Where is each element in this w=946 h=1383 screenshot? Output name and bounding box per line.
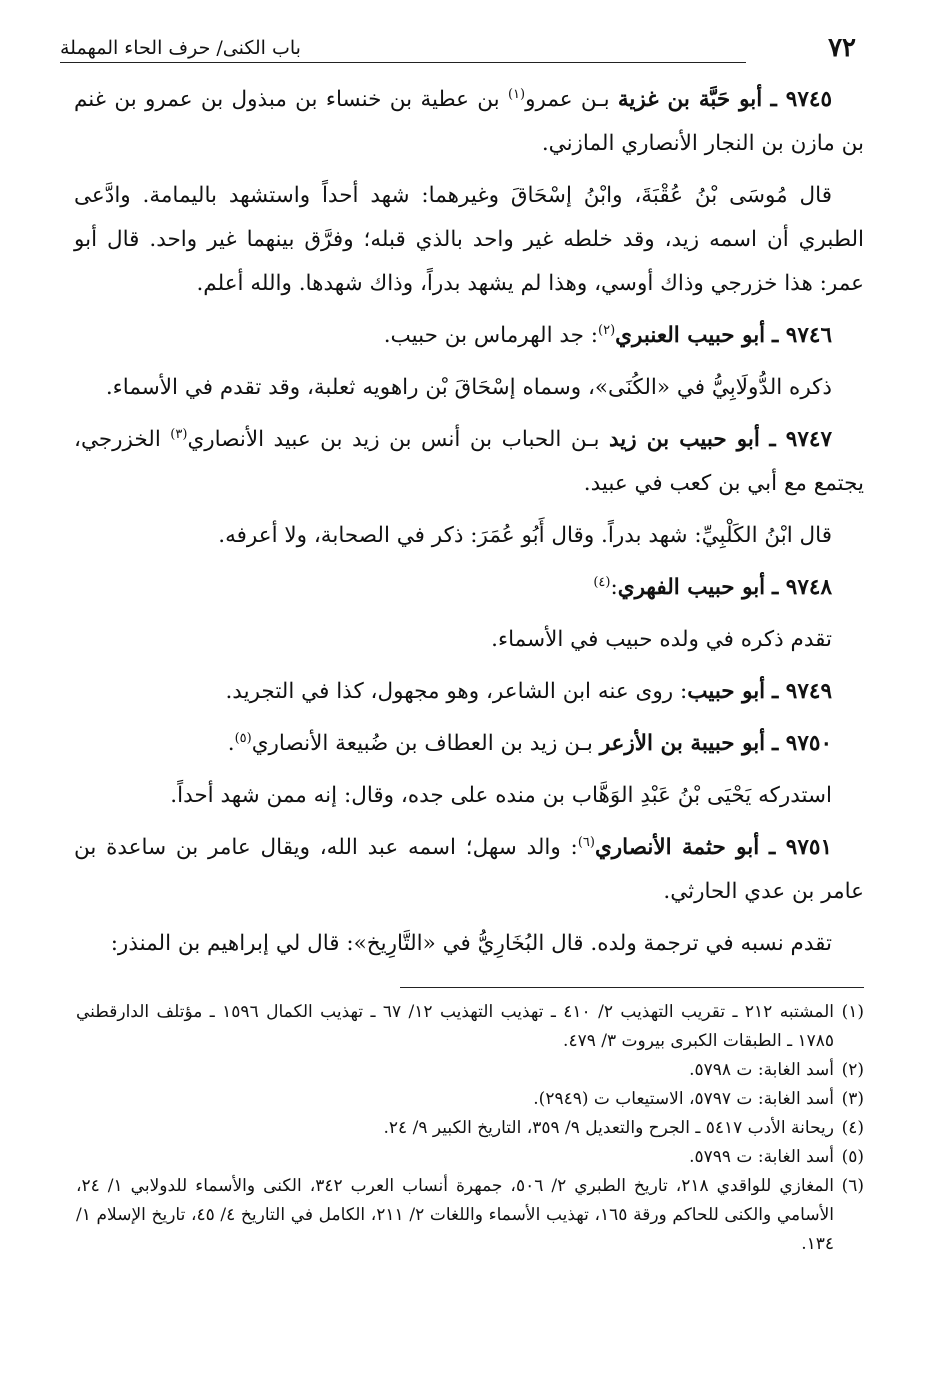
entry-name: أبو حبيب بن زيد <box>608 427 760 452</box>
entry-text: الخزرجي، يجتمع مع أبي بن كعب في عبيد. <box>74 427 864 496</box>
page-header <box>60 30 856 66</box>
entry-text: بـن زيد بن العطاف بن ضُبيعة الأنصاري <box>251 731 600 756</box>
running-title: باب الكنى/ حرف الحاء المهملة <box>60 37 301 59</box>
footnote-text: ريحانة الأدب ٥٤١٧ ـ الجرح والتعديل ٩/ ٣٥٩، التاريخ الكبير ٩/ ٢٤. <box>383 1118 834 1138</box>
header-divider <box>60 62 746 63</box>
footnote-ref: (٤) <box>593 574 611 590</box>
entry-text: : <box>610 575 618 600</box>
footnotes <box>76 998 864 1259</box>
footnote-text: أسد الغابة: ت ٥٧٩٩. <box>689 1147 834 1167</box>
footnote-ref: (٦) <box>577 834 595 850</box>
entry-9748 <box>74 566 864 610</box>
footnote-mark: (٣) <box>841 1089 864 1109</box>
footnote-text: أسد الغابة: ت ٥٧٩٧، الاستيعاب ت (٢٩٤٩). <box>533 1089 834 1109</box>
entry-name: أبو حبيب العنبري <box>615 323 766 348</box>
entry-9745-note: قال مُوسَى بْنُ عُقْبَةَ، وابْنُ إسْحَاقَ وغيرهما: شهد أحداً واستشهد باليمامة. وادَّعى الطبري أن اسمه زيد، وقد خلطه غير واحد بالذي قبله؛ وفرَّق بينهما غير واحد. قال أبو عمر: هذا خزرجي وذاك أوسي، وهذا لم يشهد بدراً، وذاك شهدها. والله أعلم. <box>74 183 864 296</box>
footnote-3 <box>76 1085 864 1114</box>
page-number: ٧٢ <box>828 33 856 63</box>
entry-number: ٩٧٥١ ـ <box>769 835 832 860</box>
entry-name: أبو حبيبة بن الأزعر <box>599 731 766 756</box>
entry-text: : والد سهل؛ اسمه عبد الله، ويقال عامر بن ساعدة بن عامر بن عدي الحارثي. <box>74 835 864 904</box>
entry-9747 <box>74 418 864 506</box>
footnote-divider <box>400 987 864 988</box>
entry-name: أبو حبيب <box>687 679 766 704</box>
footnote-ref: (٢) <box>598 322 616 338</box>
entry-9746-note: ذكره الدُّولَابِيُّ في «الكُنَى»، وسماه إسْحَاقَ بْن راهويه ثعلبة، وقد تقدم في الأسماء. <box>105 375 832 400</box>
footnote-ref: (٣) <box>170 426 188 442</box>
entry-9747-note: قال ابْنُ الكَلْبِيِّ: شهد بدراً. وقال أَبُو عُمَرَ: ذكر في الصحابة، ولا أعرفه. <box>218 523 832 548</box>
footnote-2 <box>76 1056 864 1085</box>
entry-name: أبو حَبَّة بن غزية <box>617 87 763 112</box>
entry-text: بـن عمرو <box>525 87 618 112</box>
entry-text: . <box>227 731 235 756</box>
main-text <box>74 78 864 966</box>
footnote-ref: (١) <box>507 86 526 102</box>
entry-9750 <box>74 722 864 766</box>
entry-number: ٩٧٤٧ ـ <box>769 427 832 452</box>
entry-text: : جد الهرماس بن حبيب. <box>383 323 599 348</box>
entry-text: : روى عنه ابن الشاعر، وهو مجهول، كذا في التجريد. <box>225 679 688 704</box>
footnote-text: أسد الغابة: ت ٥٧٩٨. <box>689 1060 834 1080</box>
footnote-text: المغازي للواقدي ٢١٨، تاريخ الطبري ٢/ ٥٠٦، جمهرة أنساب العرب ٣٤٢، الكنى والأسماء للدولابي ١/ ٢٤، الأسامي والكنى للحاكم ورقة ١٦٥، تهذيب الأسماء واللغات ٢/ ٢١١، الكامل في التاريخ ٤/ ٤٥، تاريخ الإسلام ١/ ١٣٤. <box>76 1176 834 1254</box>
entry-9751-note: تقدم نسبه في ترجمة ولده. قال البُخَارِيُّ في «التَّارِيخ»: قال لي إبراهيم بن المنذر: <box>110 931 832 956</box>
entry-9745 <box>74 78 864 166</box>
entry-number: ٩٧٤٦ ـ <box>772 323 832 348</box>
entry-number: ٩٧٤٥ ـ <box>770 87 832 112</box>
footnote-6 <box>76 1172 864 1259</box>
footnote-mark: (١) <box>841 1002 864 1022</box>
footnote-1 <box>76 998 864 1056</box>
entry-number: ٩٧٤٨ ـ <box>772 575 832 600</box>
footnote-mark: (٤) <box>841 1118 864 1138</box>
entry-9749 <box>74 670 864 714</box>
footnote-mark: (٥) <box>841 1147 864 1167</box>
entry-9751 <box>74 826 864 914</box>
entry-text: بن عطية بن خنساء بن مبذول بن عمرو بن غنم بن مازن بن النجار الأنصاري المازني. <box>74 87 864 156</box>
footnote-4 <box>76 1114 864 1143</box>
footnote-ref: (٥) <box>234 730 252 746</box>
entry-9748-note: تقدم ذكره في ولده حبيب في الأسماء. <box>491 627 832 652</box>
entry-name: أبو حثمة الأنصاري <box>594 835 760 860</box>
entry-number: ٩٧٤٩ ـ <box>772 679 832 704</box>
entry-name: أبو حبيب الفهري <box>617 575 766 600</box>
entry-9750-note: استدركه يَحْيَى بْنُ عَبْدِ الوَهَّاب بن منده على جده، وقال: إنه ممن شهد أحداً. <box>170 783 832 808</box>
entry-number: ٩٧٥٠ ـ <box>772 731 832 756</box>
entry-9746 <box>74 314 864 358</box>
footnote-5 <box>76 1143 864 1172</box>
footnote-mark: (٦) <box>841 1176 864 1196</box>
footnote-text: المشتبه ٢١٢ ـ تقريب التهذيب ٢/ ٤١٠ ـ تهذيب التهذيب ١٢/ ٦٧ ـ تهذيب الكمال ١٥٩٦ ـ مؤتلف الدارقطني ١٧٨٥ ـ الطبقات الكبرى بيروت ٣/ ٤٧٩. <box>76 1002 835 1051</box>
footnote-mark: (٢) <box>841 1060 864 1080</box>
entry-text: بـن الحباب بن أنس بن زيد بن عبيد الأنصاري <box>187 427 609 452</box>
